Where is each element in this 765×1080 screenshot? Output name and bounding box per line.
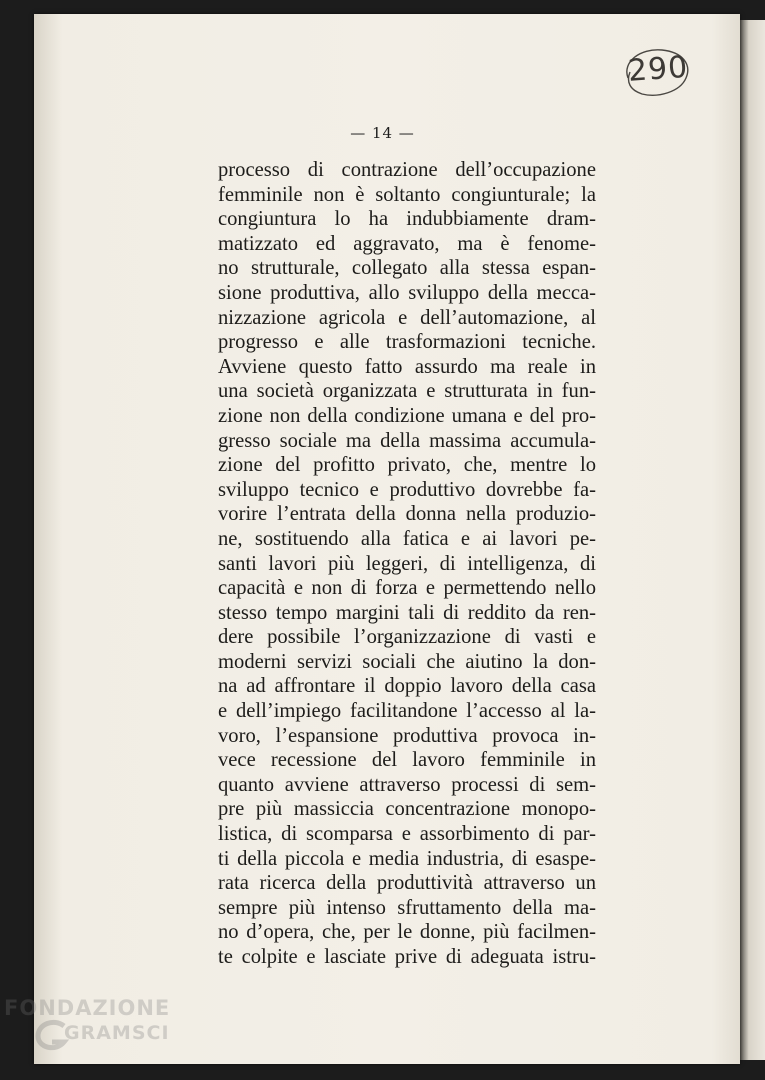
text-line: Avviene questo fatto assurdo ma reale in [218, 355, 596, 378]
text-line: rata ricerca della produttività attraverso un [218, 872, 596, 895]
text-line: na ad affrontare il doppio lavoro della casa [218, 675, 596, 698]
text-line: una società organizzata e strutturata in fun- [218, 380, 596, 403]
text-line: gresso sociale ma della massima accumula- [218, 429, 596, 452]
text-line: sviluppo tecnico e produttivo dovrebbe fa- [218, 478, 596, 501]
text-line: capacità e non di forza e permettendo nello [218, 577, 596, 600]
text-line: zione del profitto privato, che, mentre lo [218, 454, 596, 477]
text-line: stesso tempo margini tali di reddito da ren- [218, 601, 596, 624]
adjacent-page-edge [738, 20, 765, 1060]
watermark-line: GRAMSCI [64, 1022, 170, 1044]
text-line: santi lavori più leggeri, di intelligenza, di [218, 552, 596, 575]
text-line: vorire l’entrata della donna nella produzio- [218, 503, 596, 526]
text-line: no d’opera, che, per le donne, più facilmen- [218, 921, 596, 944]
text-line: femminile non è soltanto congiunturale; la [218, 183, 596, 206]
text-line: congiuntura lo ha indubbiamente dram- [218, 208, 596, 231]
text-line: quanto avviene attraverso processi di sem- [218, 773, 596, 796]
text-line: matizzato ed aggravato, ma è fenome- [218, 232, 596, 255]
text-line: dere possibile l’organizzazione di vasti e [218, 626, 596, 649]
text-line: voro, l’espansione produttiva provoca in- [218, 724, 596, 747]
text-line: e dell’impiego facilitandone l’accesso al la- [218, 700, 596, 723]
text-line: progresso e alle trasformazioni tecniche. [218, 331, 596, 354]
watermark-line: FONDAZIONE [4, 996, 171, 1020]
text-line: zione non della condizione umana e del pro- [218, 404, 596, 427]
text-line: pre più massiccia concentrazione monopo- [218, 798, 596, 821]
text-line: nizzazione agricola e dell’automazione, al [218, 306, 596, 329]
text-line: ti della piccola e media industria, di esaspe- [218, 847, 596, 870]
body-text [218, 158, 596, 970]
page-number: — 14 — [350, 124, 415, 142]
text-line: no strutturale, collegato alla stessa espan- [218, 257, 596, 280]
text-line: vece recessione del lavoro femminile in [218, 749, 596, 772]
text-line: moderni servizi sociali che aiutino la don- [218, 650, 596, 673]
catalog-number-text: 290 [626, 49, 690, 89]
text-line: ne, sostituendo alla fatica e ai lavori pe- [218, 527, 596, 550]
text-line: sione produttiva, allo sviluppo della mecca- [218, 281, 596, 304]
text-line: sempre più intenso sfruttamento della ma- [218, 896, 596, 919]
text-line: te colpite e lasciate prive di adeguata istru- [218, 946, 596, 968]
handwritten-catalog-number [618, 44, 694, 100]
watermark-logo [4, 994, 194, 1054]
text-line: listica, di scomparsa e assorbimento di par- [218, 823, 596, 846]
text-line: processo di contrazione dell’occupazione [218, 159, 596, 181]
